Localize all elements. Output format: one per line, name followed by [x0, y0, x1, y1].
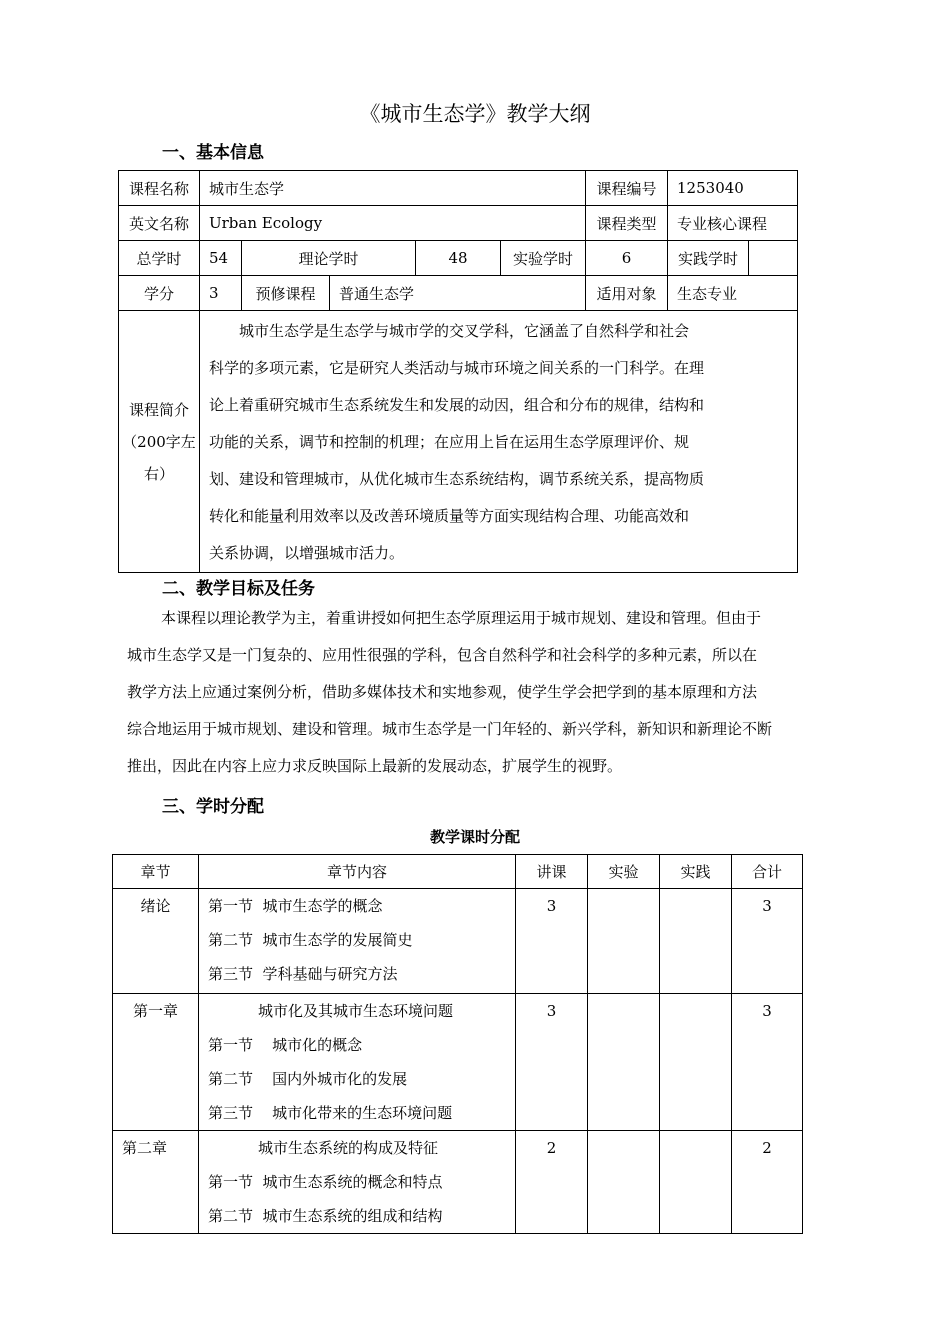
- content-line: 城市化及其城市生态环境问题: [258, 1002, 454, 1020]
- intro-line: 城市生态学是生态学与城市学的交叉学科，它涵盖了自然科学和社会: [209, 322, 690, 340]
- total-cell: 3: [732, 994, 803, 1131]
- section-heading-basic-info: 一、基本信息: [162, 143, 264, 163]
- chapter-cell: 第二章: [113, 1131, 199, 1234]
- section-heading-objectives: 二、教学目标及任务: [162, 579, 315, 599]
- practice-hours-value: [749, 241, 798, 276]
- objectives-line: 本课程以理论教学为主，着重讲授如何把生态学原理运用于城市规划、建设和管理。但由于: [161, 609, 762, 627]
- total-cell: 2: [732, 1131, 803, 1234]
- total-hours-value: 54: [200, 241, 242, 276]
- theory-hours-label: 理论学时: [242, 241, 416, 276]
- intro-line: 关系协调，以增强城市活力。: [209, 544, 405, 562]
- prereq-label: 预修课程: [242, 276, 330, 311]
- content-line: 第三节 城市化带来的生态环境问题: [208, 1104, 453, 1122]
- lecture-cell: 2: [516, 1131, 588, 1234]
- header-lab: 实验: [588, 855, 660, 889]
- chapter-cell: 绪论: [113, 889, 199, 994]
- credits-value: 3: [200, 276, 242, 311]
- intro-line: 划、建设和管理城市，从优化城市生态系统结构，调节系统关系，提高物质: [209, 470, 705, 488]
- credits-label: 学分: [119, 276, 200, 311]
- course-type-value: 专业核心课程: [668, 206, 798, 241]
- intro-line: 科学的多项元素，它是研究人类活动与城市环境之间关系的一门科学。在理: [209, 359, 705, 377]
- course-intro-label-line1: 课程简介: [128, 400, 189, 419]
- english-name-value: Urban Ecology: [200, 206, 586, 241]
- hours-table-caption: 教学课时分配: [429, 828, 520, 846]
- chapter-cell: 第一章: [113, 994, 199, 1131]
- practice-hours-label: 实践学时: [668, 241, 749, 276]
- intro-line: 转化和能量利用效率以及改善环境质量等方面实现结构合理、功能高效和: [209, 507, 690, 525]
- lab-cell: [588, 1131, 660, 1234]
- course-name-value: 城市生态学: [200, 171, 586, 206]
- prereq-value: 普通生态学: [330, 276, 586, 311]
- course-code-value: 1253040: [668, 171, 798, 206]
- header-lecture: 讲课: [516, 855, 588, 889]
- course-type-label: 课程类型: [586, 206, 668, 241]
- content-line: 第三节 学科基础与研究方法: [208, 965, 398, 983]
- content-line: 第一节 城市生态学的概念: [208, 897, 383, 915]
- header-content: 章节内容: [199, 855, 516, 889]
- theory-hours-value: 48: [416, 241, 501, 276]
- lab-cell: [588, 994, 660, 1131]
- content-line: 第二节 国内外城市化的发展: [208, 1070, 408, 1088]
- practice-cell: [660, 1131, 732, 1234]
- audience-value: 生态专业: [668, 276, 798, 311]
- audience-label: 适用对象: [586, 276, 668, 311]
- header-practice: 实践: [660, 855, 732, 889]
- total-cell: 3: [732, 889, 803, 994]
- header-chapter: 章节: [113, 855, 199, 889]
- lab-cell: [588, 889, 660, 994]
- lecture-cell: 3: [516, 994, 588, 1131]
- content-cell: [199, 1131, 516, 1234]
- course-code-label: 课程编号: [586, 171, 668, 206]
- lab-hours-label: 实验学时: [501, 241, 586, 276]
- hours-table: [112, 854, 803, 1234]
- course-name-label: 课程名称: [119, 171, 200, 206]
- section-heading-hours: 三、学时分配: [162, 797, 264, 817]
- intro-line: 论上着重研究城市生态系统发生和发展的动因，组合和分布的规律，结构和: [209, 396, 705, 414]
- course-intro-text: [200, 311, 798, 573]
- table-row: [113, 1131, 803, 1234]
- content-cell: [199, 994, 516, 1131]
- content-line: 第一节 城市化的概念: [208, 1036, 363, 1054]
- table-row: [113, 889, 803, 994]
- objectives-paragraph: [127, 600, 827, 785]
- content-line: 第一节 城市生态系统的概念和特点: [208, 1173, 443, 1191]
- objectives-line: 综合地运用于城市规划、建设和管理。城市生态学是一门年轻的、新兴学科，新知识和新理论不断: [127, 720, 773, 738]
- objectives-line: 城市生态学又是一门复杂的、应用性很强的学科，包含自然科学和社会科学的多种元素，所以在: [127, 646, 758, 664]
- document-title: 《城市生态学》教学大纲: [359, 102, 591, 126]
- course-intro-label-line2: （200字左右）: [122, 432, 196, 483]
- course-intro-label: [119, 311, 200, 573]
- practice-cell: [660, 994, 732, 1131]
- content-line: 城市生态系统的构成及特征: [258, 1139, 439, 1157]
- content-cell: [199, 889, 516, 994]
- basic-info-table: [118, 170, 798, 573]
- objectives-line: 推出，因此在内容上应力求反映国际上最新的发展动态，扩展学生的视野。: [127, 757, 623, 775]
- lab-hours-value: 6: [586, 241, 668, 276]
- intro-line: 功能的关系，调节和控制的机理；在应用上旨在运用生态学原理评价、规: [209, 433, 690, 451]
- lecture-cell: 3: [516, 889, 588, 994]
- content-line: 第二节 城市生态学的发展简史: [208, 931, 413, 949]
- total-hours-label: 总学时: [119, 241, 200, 276]
- practice-cell: [660, 889, 732, 994]
- content-line: 第二节 城市生态系统的组成和结构: [208, 1207, 443, 1225]
- table-row: [113, 994, 803, 1131]
- english-name-label: 英文名称: [119, 206, 200, 241]
- objectives-line: 教学方法上应通过案例分析，借助多媒体技术和实地参观，使学生学会把学到的基本原理和方法: [127, 683, 758, 701]
- header-total: 合计: [732, 855, 803, 889]
